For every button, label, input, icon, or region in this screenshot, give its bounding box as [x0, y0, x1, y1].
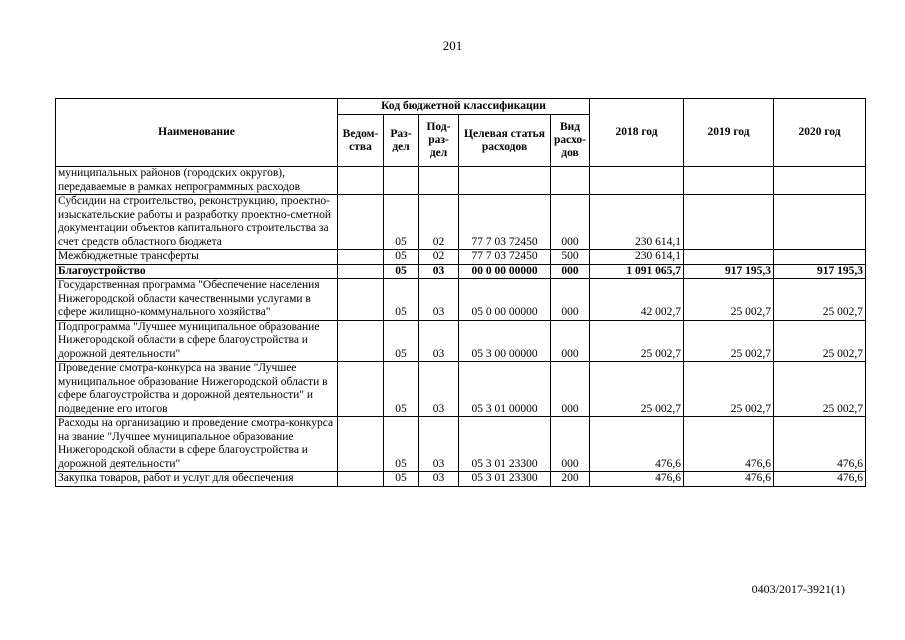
cell-name: Субсидии на строительство, реконструкцию, проектно-изыскательские работы и разработку проектно-сметной документации объектов капитального строительства за счет средств областного бюджета: [56, 195, 338, 250]
cell-vid: 000: [551, 362, 590, 417]
table-body: [56, 167, 866, 487]
cell-2020: [774, 250, 866, 265]
table-row: [56, 320, 866, 362]
cell-2019: 25 002,7: [684, 320, 774, 362]
cell-2019: 25 002,7: [684, 362, 774, 417]
cell-2018: 476,6: [590, 417, 684, 472]
cell-2020: 25 002,7: [774, 362, 866, 417]
cell-celevaya: 77 7 03 72450: [459, 250, 551, 265]
table-row: [56, 279, 866, 321]
cell-name: Межбюджетные трансферты: [56, 250, 338, 265]
cell-2020: [774, 167, 866, 195]
cell-vedomstvo: [338, 472, 384, 487]
cell-vid: 500: [551, 250, 590, 265]
cell-2020: 476,6: [774, 472, 866, 487]
cell-razdel: 05: [384, 320, 419, 362]
cell-2019: 476,6: [684, 417, 774, 472]
cell-2018: 476,6: [590, 472, 684, 487]
cell-vid: 200: [551, 472, 590, 487]
cell-name: Благоустройство: [56, 264, 338, 279]
cell-name: Проведение смотра-конкурса на звание "Лучшее муниципальное образование Нижегородской области в сфере благоустройства и дорожной деятельности" и подведение его итогов: [56, 362, 338, 417]
cell-podrazdel: 03: [419, 279, 459, 321]
cell-2018: 230 614,1: [590, 195, 684, 250]
cell-2019: 25 002,7: [684, 279, 774, 321]
cell-podrazdel: 03: [419, 417, 459, 472]
cell-razdel: 05: [384, 362, 419, 417]
header-vedomstvo: Ведом-ства: [338, 115, 384, 167]
cell-vid: 000: [551, 320, 590, 362]
cell-2020: 917 195,3: [774, 264, 866, 279]
cell-2020: 476,6: [774, 417, 866, 472]
table-row: [56, 195, 866, 250]
cell-2018: 42 002,7: [590, 279, 684, 321]
cell-vedomstvo: [338, 167, 384, 195]
header-podrazdel: Под-раз-дел: [419, 115, 459, 167]
cell-celevaya: 05 3 01 23300: [459, 472, 551, 487]
cell-2020: [774, 195, 866, 250]
cell-celevaya: 05 3 01 23300: [459, 417, 551, 472]
cell-2018: 25 002,7: [590, 320, 684, 362]
cell-2020: 25 002,7: [774, 279, 866, 321]
cell-celevaya: 77 7 03 72450: [459, 195, 551, 250]
cell-podrazdel: 03: [419, 472, 459, 487]
cell-name: муниципальных районов (городских округов), передаваемые в рамках непрограммных расходов: [56, 167, 338, 195]
cell-podrazdel: 03: [419, 320, 459, 362]
header-code-group: Код бюджетной классификации: [338, 99, 590, 115]
cell-2020: 25 002,7: [774, 320, 866, 362]
table-row: [56, 167, 866, 195]
cell-razdel: 05: [384, 279, 419, 321]
cell-celevaya: 00 0 00 00000: [459, 264, 551, 279]
cell-2019: 917 195,3: [684, 264, 774, 279]
budget-table: [55, 98, 866, 487]
cell-vedomstvo: [338, 279, 384, 321]
cell-razdel: [384, 167, 419, 195]
cell-vedomstvo: [338, 264, 384, 279]
cell-name: Подпрограмма "Лучшее муниципальное образование Нижегородской области в сфере благоустройства и дорожной деятельности": [56, 320, 338, 362]
cell-celevaya: [459, 167, 551, 195]
cell-2018: 1 091 065,7: [590, 264, 684, 279]
cell-podrazdel: [419, 167, 459, 195]
cell-vedomstvo: [338, 417, 384, 472]
cell-2019: [684, 250, 774, 265]
header-name: Наименование: [56, 99, 338, 167]
cell-2018: [590, 167, 684, 195]
cell-vid: 000: [551, 279, 590, 321]
cell-vedomstvo: [338, 320, 384, 362]
header-razdel: Раз-дел: [384, 115, 419, 167]
cell-vid: 000: [551, 264, 590, 279]
cell-celevaya: 05 0 00 00000: [459, 279, 551, 321]
header-vid: Вид расхо-дов: [551, 115, 590, 167]
cell-2018: 230 614,1: [590, 250, 684, 265]
cell-vedomstvo: [338, 250, 384, 265]
cell-2019: 476,6: [684, 472, 774, 487]
cell-podrazdel: 02: [419, 250, 459, 265]
header-2018: 2018 год: [590, 99, 684, 167]
header-celevaya: Целевая статья расходов: [459, 115, 551, 167]
cell-celevaya: 05 3 00 00000: [459, 320, 551, 362]
table-row: [56, 472, 866, 487]
cell-podrazdel: 02: [419, 195, 459, 250]
cell-vid: 000: [551, 195, 590, 250]
document-code: 0403/2017-3921(1): [751, 582, 845, 596]
cell-2019: [684, 195, 774, 250]
cell-vid: [551, 167, 590, 195]
cell-name: Государственная программа "Обеспечение населения Нижегородской области качественными услугами в сфере жилищно-коммунального хозяйства": [56, 279, 338, 321]
cell-name: Расходы на организацию и проведение смотра-конкурса на звание "Лучшее муниципальное образование Нижегородской области в сфере благоустройства и дорожной деятельности": [56, 417, 338, 472]
cell-vid: 000: [551, 417, 590, 472]
header-2020: 2020 год: [774, 99, 866, 167]
cell-2018: 25 002,7: [590, 362, 684, 417]
table-row: [56, 417, 866, 472]
cell-vedomstvo: [338, 362, 384, 417]
cell-2019: [684, 167, 774, 195]
cell-razdel: 05: [384, 195, 419, 250]
table-row: [56, 250, 866, 265]
cell-razdel: 05: [384, 472, 419, 487]
cell-podrazdel: 03: [419, 264, 459, 279]
cell-razdel: 05: [384, 417, 419, 472]
cell-celevaya: 05 3 01 00000: [459, 362, 551, 417]
cell-razdel: 05: [384, 264, 419, 279]
cell-name: Закупка товаров, работ и услуг для обеспечения: [56, 472, 338, 487]
cell-razdel: 05: [384, 250, 419, 265]
page-number: 201: [442, 38, 463, 53]
cell-vedomstvo: [338, 195, 384, 250]
header-2019: 2019 год: [684, 99, 774, 167]
table-row: [56, 264, 866, 279]
table-row: [56, 362, 866, 417]
cell-podrazdel: 03: [419, 362, 459, 417]
